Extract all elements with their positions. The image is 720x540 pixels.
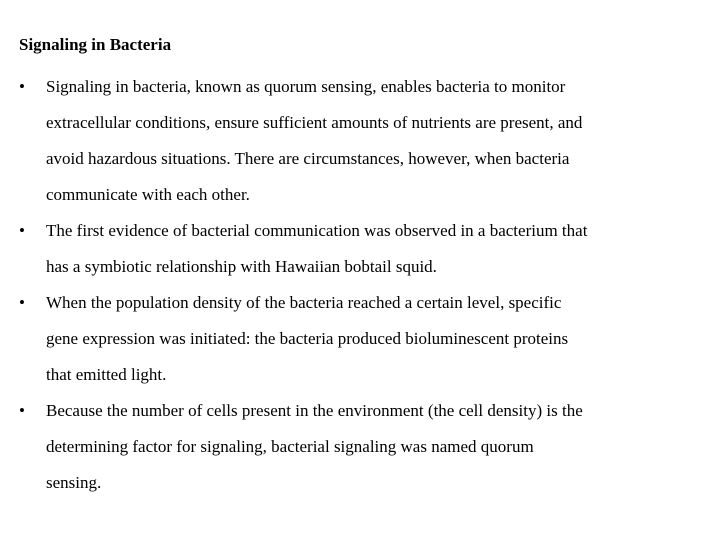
slide-title: Signaling in Bacteria <box>19 35 172 54</box>
bullet-item <box>19 213 709 285</box>
bullet-text: Signaling in bacteria, known as quorum sensing, enables bacteria to monitor extracellular conditions, ensure sufficient amounts of nutrients are present, and avoid hazardous situations. There are circumstances, however, when bacteria communicate with each other. <box>46 77 583 204</box>
bullet-text: When the population density of the bacteria reached a certain level, specific gene expression was initiated: the bacteria produced bioluminescent proteins that emitted light. <box>46 293 569 384</box>
bullet-item <box>19 285 709 393</box>
bullet-dot-icon: • <box>19 77 25 96</box>
bullet-item <box>19 69 709 213</box>
bullet-text: Because the number of cells present in the environment (the cell density) is the determining factor for signaling, bacterial signaling was named quorum sensing. <box>46 401 583 492</box>
bullet-dot-icon: • <box>19 401 25 420</box>
bullet-dot-icon: • <box>19 221 25 240</box>
bullet-list <box>19 69 709 501</box>
bullet-dot-icon: • <box>19 293 25 312</box>
bullet-item <box>19 393 709 501</box>
bullet-text: The first evidence of bacterial communication was observed in a bacterium that has a symbiotic relationship with Hawaiian bobtail squid. <box>46 221 588 276</box>
